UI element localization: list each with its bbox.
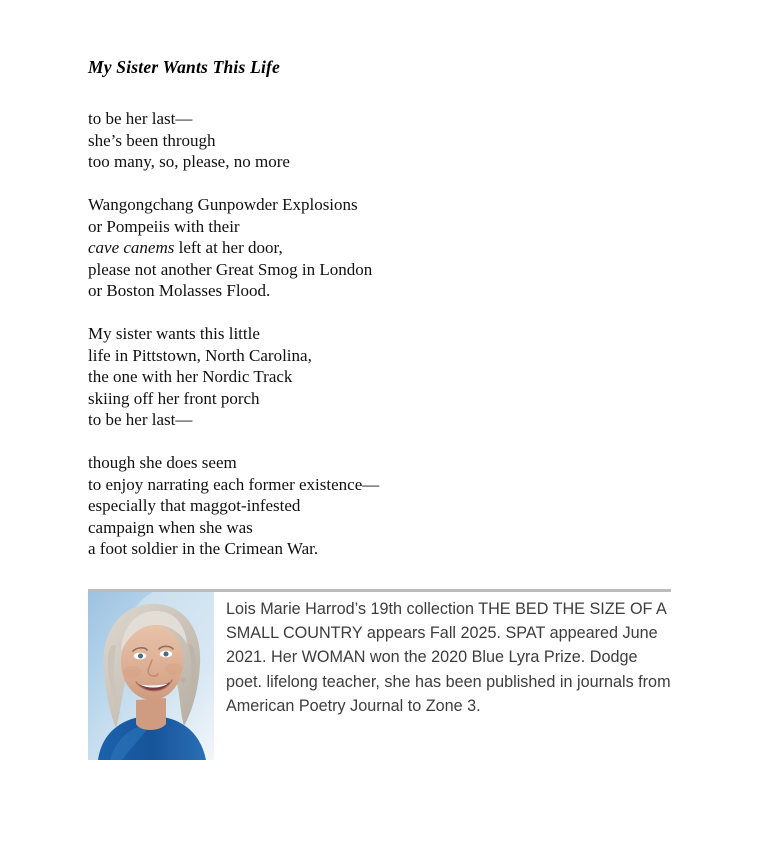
poem-line: life in Pittstown, North Carolina, [88, 345, 312, 365]
poem-line: especially that maggot-infested [88, 496, 301, 515]
poem-line: though she does seem [88, 453, 237, 472]
poem-line: a foot soldier in the Crimean War. [88, 539, 319, 558]
poem-line: she’s been through [88, 130, 216, 150]
poem-stanza [88, 452, 648, 560]
poem-body [88, 108, 648, 560]
poem-line: skiing off her front porch [88, 388, 260, 408]
poem-line: the one with her Nordic Track [88, 367, 293, 386]
poem-line: to be her last— [88, 410, 193, 429]
poem-line: or Boston Molasses Flood. [88, 281, 271, 300]
italic-phrase: cave canems [88, 238, 175, 257]
author-portrait-icon [88, 592, 214, 760]
poem-line: or Pompeiis with their [88, 216, 240, 236]
poem-line: My sister wants this little [88, 324, 260, 343]
avatar [88, 592, 214, 760]
poem-stanza [88, 108, 648, 173]
poem-stanza [88, 194, 648, 302]
italic-line-remainder: left at her door, [174, 238, 283, 257]
poem-line: campaign when she was [88, 517, 253, 537]
poem-line: to be her last— [88, 109, 193, 128]
poem-stanza [88, 323, 648, 431]
author-bio-text: Lois Marie Harrod’s 19th collection THE BED THE SIZE OF A SMALL COUNTRY appears Fall 2025. SPAT appeared June 2021. Her WOMAN won the 2020 Blue Lyra Prize. Dodge poet. lifelong teacher, she has been published in journals from American Poetry Journal to Zone 3. [226, 600, 671, 715]
poem-line: Wangongchang Gunpowder Explosions [88, 195, 358, 214]
page-title: My Sister Wants This Life [88, 56, 281, 77]
poem-line: please not another Great Smog in London [88, 259, 373, 279]
poem-line-italic [88, 237, 648, 259]
poem-line: to enjoy narrating each former existence— [88, 474, 380, 494]
poem-line: too many, so, please, no more [88, 152, 290, 171]
